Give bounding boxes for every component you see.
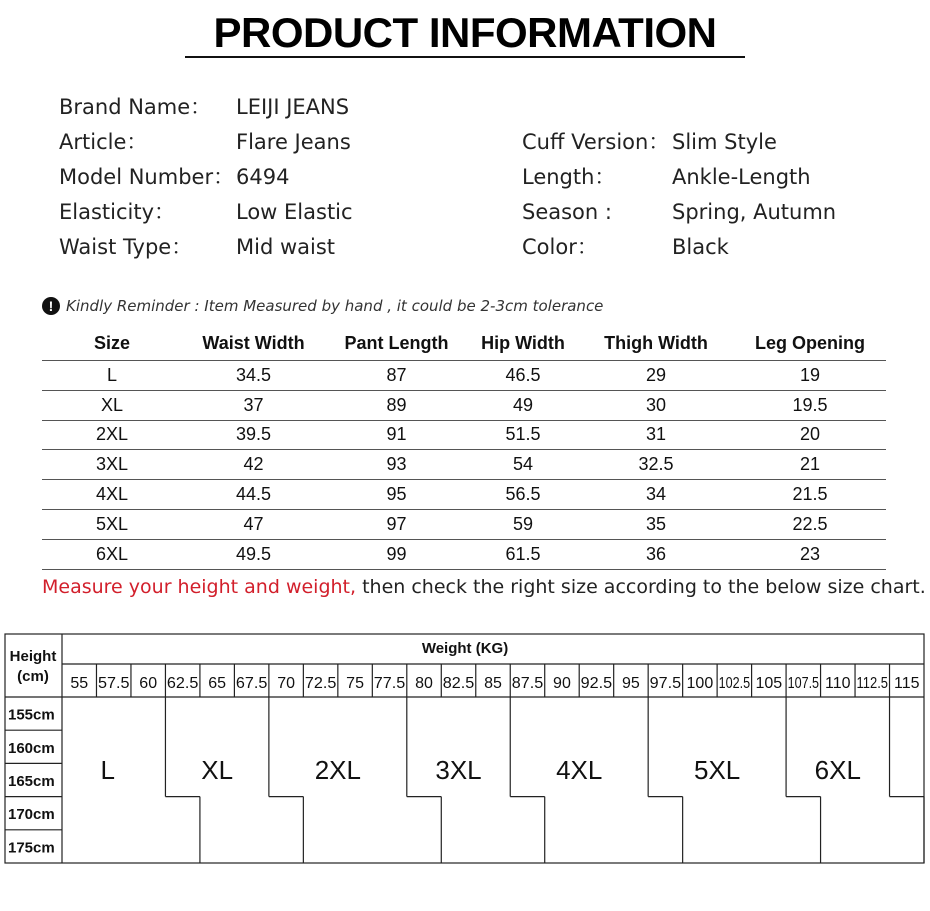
waist-cell: 42 — [182, 450, 325, 480]
waist-cell: 34.5 — [182, 361, 325, 391]
pant-length-cell: 89 — [325, 390, 468, 420]
waist-type-value: Mid waist — [236, 235, 336, 259]
col-header-size: Size — [42, 327, 182, 361]
cuff-version-value: Slim Style — [672, 130, 777, 154]
height-label: 175cm — [8, 839, 55, 857]
hip-cell: 56.5 — [468, 480, 578, 510]
elasticity-label: Elasticity： — [59, 200, 176, 224]
weight-header: Weight (KG) — [421, 640, 509, 657]
length-value: Ankle-Length — [672, 165, 811, 189]
model-number-label: Model Number： — [59, 165, 235, 189]
color-label: Color： — [522, 235, 598, 259]
weight-label: 105 — [755, 675, 783, 692]
brand-value: LEIJI JEANS — [236, 95, 350, 119]
leg-opening-cell: 22.5 — [734, 509, 886, 539]
size-label: 6XL — [814, 755, 861, 785]
leg-opening-cell: 19.5 — [734, 390, 886, 420]
size-cell: 3XL — [42, 450, 182, 480]
waist-cell: 44.5 — [182, 480, 325, 510]
weight-label: 55 — [70, 675, 89, 692]
waist-type-label: Waist Type： — [59, 235, 193, 259]
hip-cell: 61.5 — [468, 539, 578, 569]
pant-length-cell: 91 — [325, 420, 468, 450]
color-value: Black — [672, 235, 729, 259]
article-label: Article： — [59, 130, 148, 154]
thigh-cell: 34 — [578, 480, 734, 510]
thigh-cell: 36 — [578, 539, 734, 569]
size-cell: 5XL — [42, 509, 182, 539]
height-unit: (cm) — [17, 668, 49, 685]
weight-label: 60 — [139, 675, 158, 692]
instruction-highlight: Measure your height and weight, — [42, 576, 357, 598]
weight-label: 75 — [346, 675, 364, 692]
pant-length-cell: 93 — [325, 450, 468, 480]
size-label: 5XL — [693, 755, 741, 785]
col-header-waist-width: Waist Width — [182, 327, 325, 361]
weight-label: 77.5 — [373, 675, 406, 692]
size-cell: 6XL — [42, 539, 182, 569]
weight-label: 80 — [415, 675, 433, 692]
leg-opening-cell: 23 — [734, 539, 886, 569]
size-cell: XL — [42, 390, 182, 420]
weight-label: 70 — [277, 675, 296, 692]
weight-label: 87.5 — [511, 675, 544, 692]
season-label: Season : — [522, 200, 612, 224]
hip-cell: 59 — [468, 509, 578, 539]
col-header-hip-width: Hip Width — [468, 327, 578, 361]
pant-length-cell: 99 — [325, 539, 468, 569]
weight-label: 110 — [825, 675, 851, 692]
leg-opening-cell: 19 — [734, 361, 886, 391]
waist-cell: 39.5 — [182, 420, 325, 450]
weight-label: 102.5 — [718, 675, 751, 692]
weight-label: 62.5 — [166, 675, 199, 692]
hip-cell: 49 — [468, 390, 578, 420]
leg-opening-cell: 21 — [734, 450, 886, 480]
height-label: 165cm — [8, 773, 55, 790]
thigh-cell: 32.5 — [578, 450, 734, 480]
instruction-rest: then check the right size according to the below size chart. — [356, 576, 926, 598]
height-label: 170cm — [8, 806, 55, 824]
weight-label: 67.5 — [235, 675, 268, 692]
leg-opening-cell: 21.5 — [734, 480, 886, 510]
col-header-pant-length: Pant Length — [325, 327, 468, 361]
pant-length-cell: 87 — [325, 361, 468, 391]
weight-label: 72.5 — [304, 675, 337, 692]
weight-label: 95 — [622, 675, 640, 692]
waist-cell: 47 — [182, 509, 325, 539]
weight-label: 112.5 — [856, 675, 889, 692]
weight-label: 100 — [686, 675, 714, 692]
pant-length-cell: 97 — [325, 509, 468, 539]
model-number-value: 6494 — [236, 165, 290, 189]
exclamation-circle-icon: ! — [42, 297, 60, 315]
hip-cell: 46.5 — [468, 361, 578, 391]
pant-length-cell: 95 — [325, 480, 468, 510]
article-value: Flare Jeans — [236, 130, 351, 154]
weight-label: 97.5 — [649, 675, 682, 692]
size-label: L — [100, 755, 115, 785]
reminder-text: Kindly Reminder : Item Measured by hand , it could be 2-3cm tolerance — [66, 297, 604, 315]
height-label: 155cm — [8, 706, 55, 724]
size-label: 3XL — [435, 755, 482, 785]
waist-cell: 49.5 — [182, 539, 325, 569]
size-label: 2XL — [314, 755, 361, 785]
size-label: 4XL — [556, 755, 603, 785]
thigh-cell: 29 — [578, 361, 734, 391]
size-cell: 4XL — [42, 480, 182, 510]
leg-opening-cell: 20 — [734, 420, 886, 450]
hip-cell: 51.5 — [468, 420, 578, 450]
weight-label: 92.5 — [580, 675, 613, 692]
hip-cell: 54 — [468, 450, 578, 480]
col-header-thigh-width: Thigh Width — [578, 327, 734, 361]
waist-cell: 37 — [182, 390, 325, 420]
weight-label: 90 — [553, 675, 571, 692]
brand-label: Brand Name： — [59, 95, 212, 119]
weight-label: 65 — [208, 675, 227, 692]
height-label: 160cm — [8, 739, 55, 757]
weight-label: 85 — [484, 675, 502, 692]
page-title: PRODUCT INFORMATION — [185, 10, 745, 58]
weight-label: 107.5 — [787, 675, 820, 692]
weight-label: 115 — [894, 675, 920, 692]
thigh-cell: 35 — [578, 509, 734, 539]
col-header-leg-opening: Leg Opening — [734, 327, 886, 361]
size-cell: 2XL — [42, 420, 182, 450]
elasticity-value: Low Elastic — [236, 200, 353, 224]
cuff-version-label: Cuff Version： — [522, 130, 670, 154]
height-header: Height — [9, 648, 57, 665]
weight-label: 82.5 — [442, 675, 475, 692]
size-label: XL — [201, 755, 234, 785]
season-value: Spring, Autumn — [672, 200, 837, 224]
weight-label: 57.5 — [97, 675, 130, 692]
size-cell: L — [42, 361, 182, 391]
thigh-cell: 31 — [578, 420, 734, 450]
length-label: Length： — [522, 165, 616, 189]
thigh-cell: 30 — [578, 390, 734, 420]
